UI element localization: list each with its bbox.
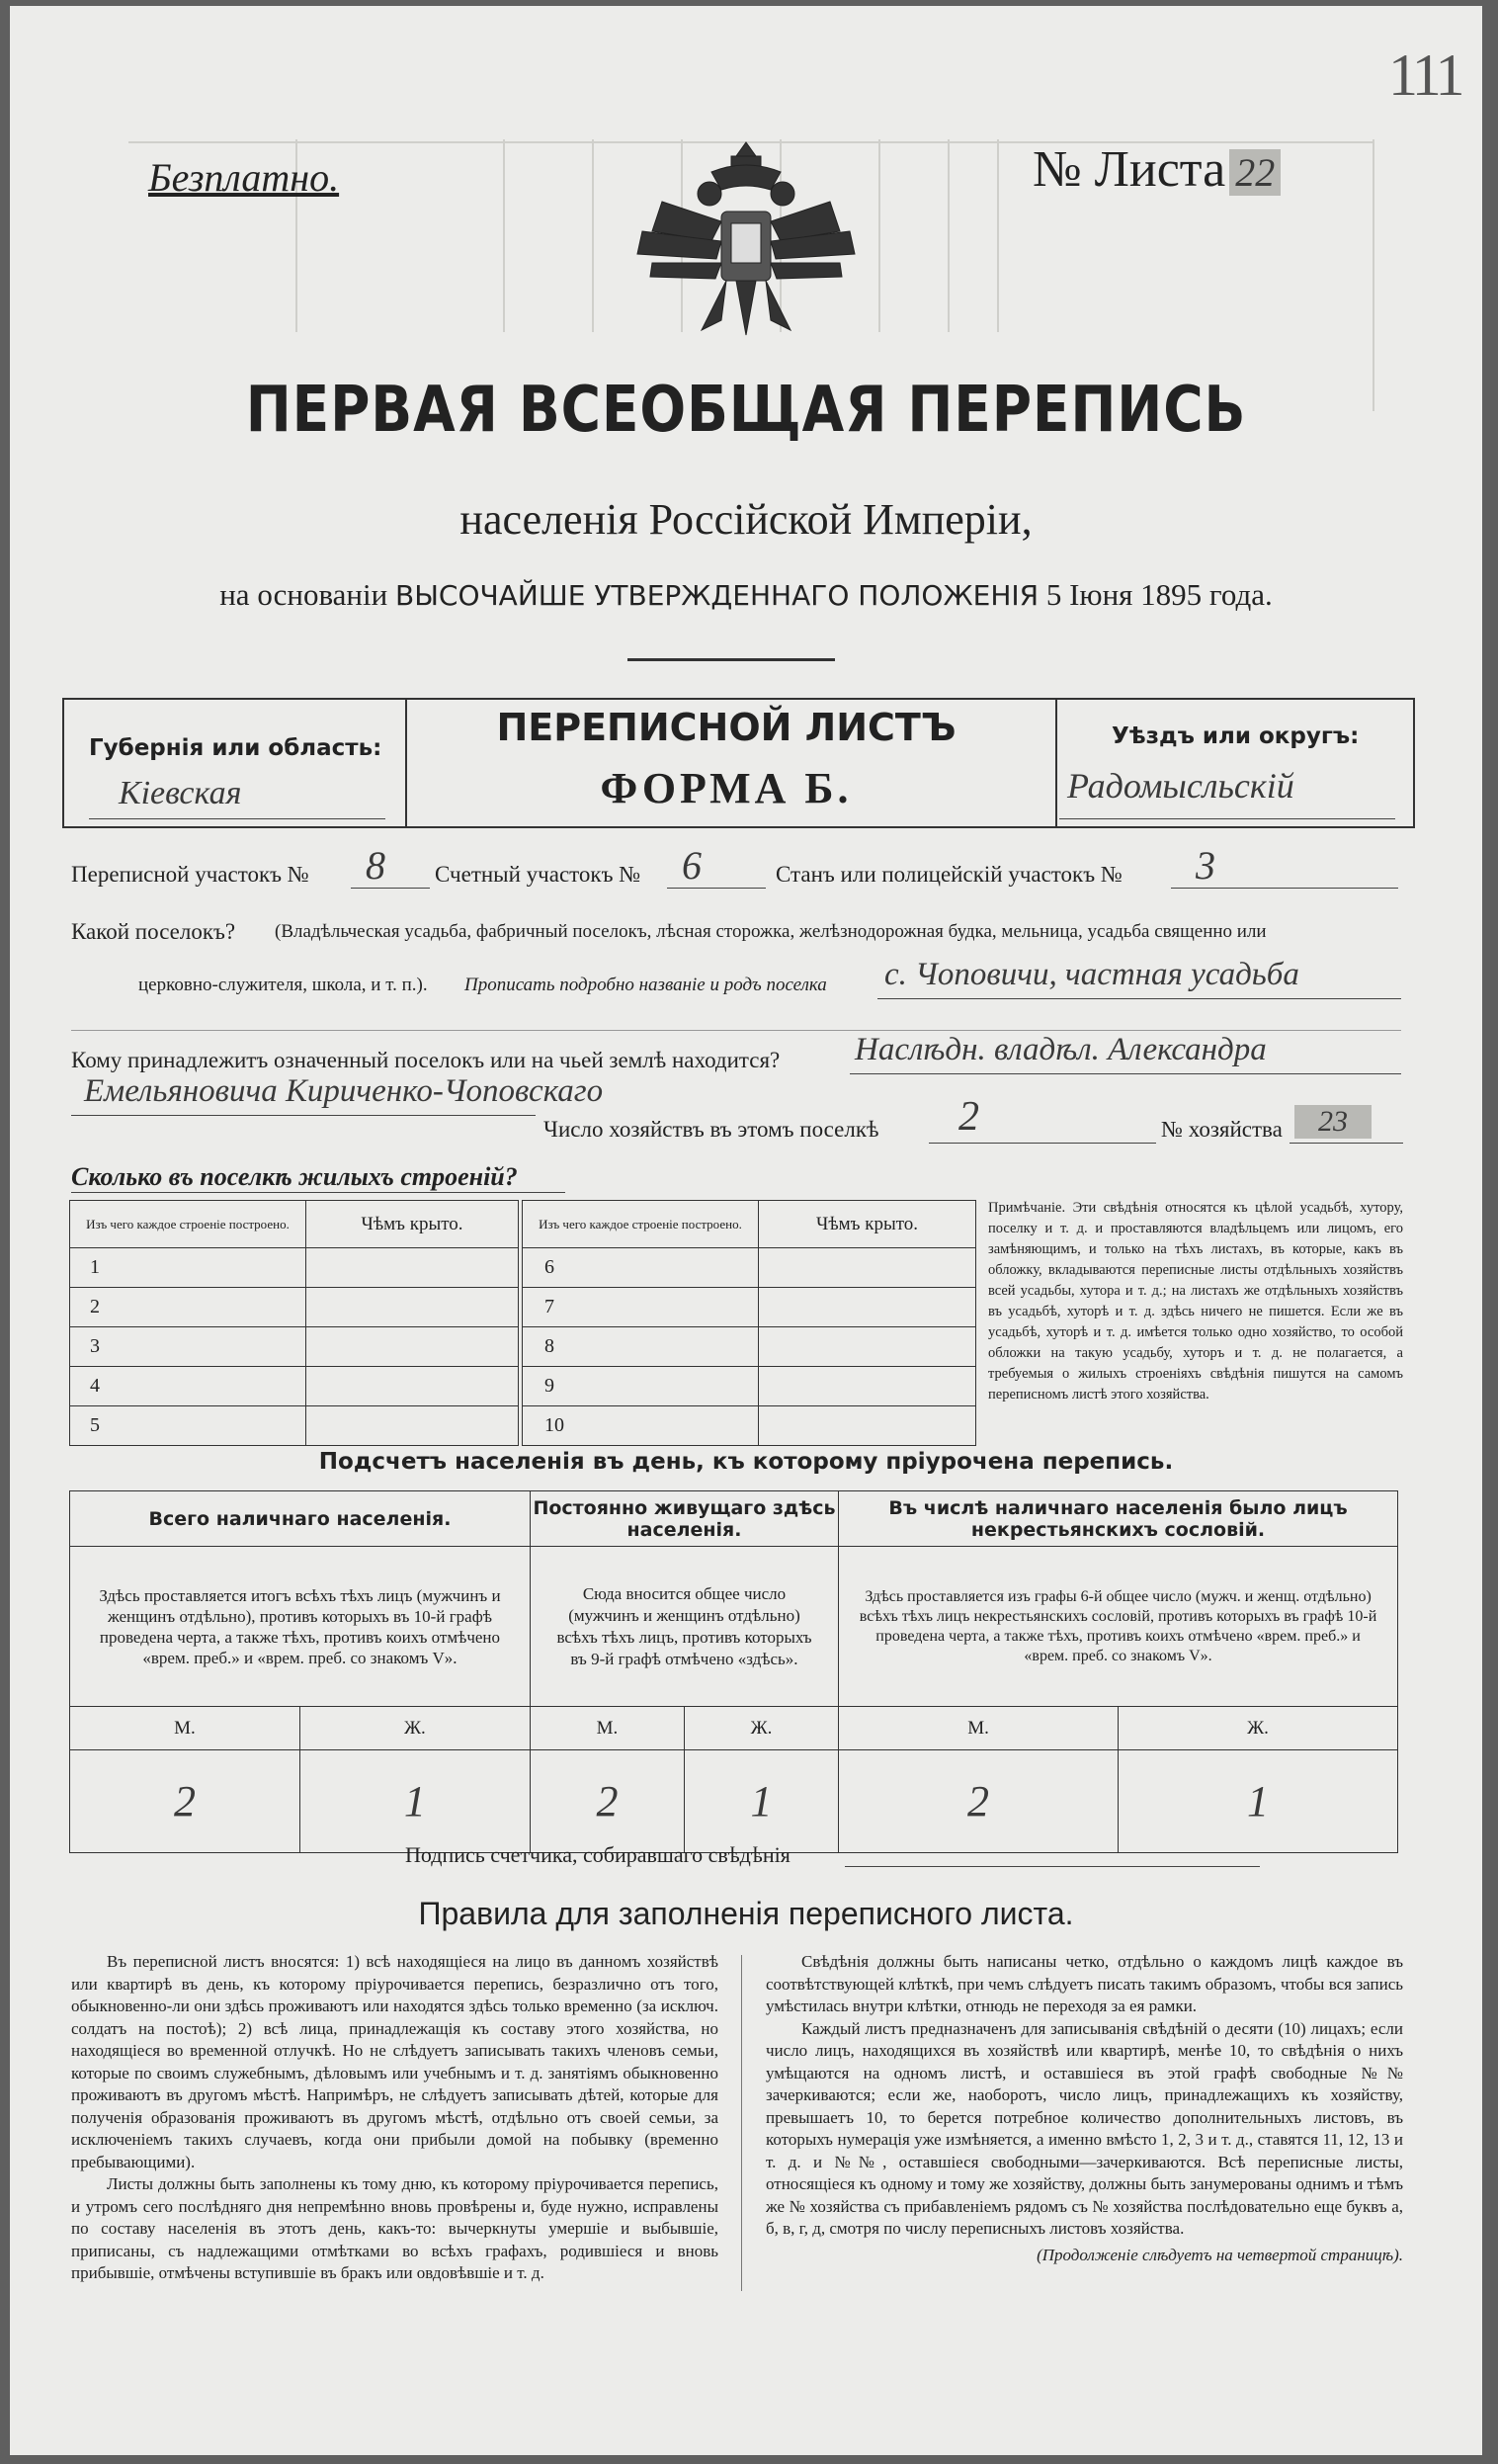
col-roof-header: Чѣмъ крыто. bbox=[306, 1201, 519, 1248]
settlement-underline-2 bbox=[71, 1030, 1401, 1031]
female-header: Ж. bbox=[1119, 1707, 1398, 1750]
non-peasant-text: Здѣсь проставляется изъ графы 6-й общее число (мужч. и женщ. отдѣльно) всѣхъ тѣхъ лицъ некрестьянскихъ сословій, противъ которыхъ въ графѣ 10-й проведена черта, а также тѣхъ, противъ коихъ отмѣчено «врем. преб.» и «врем. преб. со знакомъ V». bbox=[839, 1547, 1398, 1707]
signature-label: Подпись счетчика, собиравшаго свѣдѣнія bbox=[405, 1842, 791, 1867]
rules-paragraph-2: Листы должны быть заполнены къ тому дню, къ которому пріурочивается перепись, и утромъ сего послѣдняго дня непремѣнно вновь провѣрены и, буде нужно, исправлены по составу населенія въ этотъ день, какъ-то: вычеркнуты умершіе и выбывшіе, приписаны, съ надлежащими отмѣтками во всѣхъ графахъ, родившіеся и вновь прибывшіе, отмѣчены вступившіе въ бракъ или овдовѣвшіе и т. д. bbox=[71, 2174, 718, 2282]
owner-underline-2 bbox=[71, 1115, 536, 1116]
permanent-population-header: Постоянно живущаго здѣсь населенія. bbox=[530, 1491, 838, 1547]
buildings-underline bbox=[71, 1192, 565, 1193]
corner-archive-mark: 111 bbox=[1388, 42, 1461, 108]
households-value: 2 bbox=[958, 1094, 979, 1140]
buildings-table-right bbox=[522, 1200, 976, 1446]
stan-value: 3 bbox=[1196, 843, 1215, 888]
household-no-value: 23 bbox=[1294, 1105, 1372, 1139]
census-sheet-page bbox=[10, 6, 1482, 2455]
rules-paragraph-3: Свѣдѣнія должны быть написаны четко, отдѣльно о каждомъ лицѣ каждое въ соотвѣтствующей клѣткѣ, при чемъ слѣдуетъ писать такимъ образомъ, чтобы вся запись умѣстилась внутри клѣтки, отнюдь не переходя за ея рамки. bbox=[766, 1952, 1403, 2015]
table-cell bbox=[759, 1288, 976, 1327]
households-underline bbox=[929, 1143, 1156, 1144]
census-district-underline bbox=[351, 888, 430, 889]
table-row: 2 bbox=[70, 1288, 306, 1327]
rules-continued-note: (Продолженіе слѣдуетъ на четвертой страницѣ). bbox=[1037, 2245, 1403, 2264]
count-district-label: Счетный участокъ № bbox=[435, 862, 641, 887]
settlement-instruction: Прописать подробно названіе и родъ поселка bbox=[464, 975, 827, 995]
decree-caps: ВЫСОЧАЙШЕ УТВЕРЖДЕННАГО ПОЛОЖЕНІЯ bbox=[394, 579, 1040, 612]
signature-line bbox=[845, 1866, 1260, 1867]
rules-title: Правила для заполненія переписного листа. bbox=[418, 1896, 1074, 1931]
permanent-female-value: 1 bbox=[684, 1750, 838, 1853]
population-count-table bbox=[69, 1490, 1398, 1853]
rules-divider bbox=[741, 1955, 742, 2291]
sheet-number-label: № Листа bbox=[1033, 141, 1226, 198]
table-row: 4 bbox=[70, 1367, 306, 1406]
table-cell bbox=[759, 1248, 976, 1288]
census-district-value: 8 bbox=[366, 843, 385, 888]
non-peasant-header: Въ числѣ наличнаго населенія было лицъ некрестьянскихъ сословій. bbox=[839, 1491, 1398, 1547]
page-title: ПЕРВАЯ ВСЕОБЩАЯ ПЕРЕПИСЬ bbox=[245, 374, 1247, 447]
stan-label: Станъ или полицейскій участокъ № bbox=[776, 862, 1123, 887]
rules-column-right bbox=[766, 1951, 1403, 2266]
table-cell bbox=[306, 1406, 519, 1446]
district-label: Уѣздъ или округъ: bbox=[1112, 723, 1360, 749]
table-cell bbox=[306, 1327, 519, 1367]
table-cell bbox=[759, 1327, 976, 1367]
households-label: Число хозяйствъ въ этомъ поселкѣ bbox=[543, 1117, 879, 1142]
household-no-label: № хозяйства bbox=[1161, 1117, 1283, 1142]
settlement-hint-2: церковно-служителя, школа, и т. п.). bbox=[138, 975, 428, 995]
table-cell bbox=[306, 1248, 519, 1288]
stan-underline bbox=[1171, 888, 1398, 889]
count-section-title: Подсчетъ населенія въ день, къ которому пріурочена перепись. bbox=[318, 1449, 1174, 1475]
owner-value-2: Емельяновича Кириченко-Чоповскаго bbox=[84, 1073, 604, 1109]
table-row: 10 bbox=[523, 1406, 759, 1446]
table-row: 8 bbox=[523, 1327, 759, 1367]
total-population-text: Здѣсь проставляется итогъ всѣхъ тѣхъ лицъ (мужчинъ и женщинъ отдѣльно), противъ которыхъ въ 10-й графѣ проведена черта, а также тѣхъ, противъ коихъ отмѣчено «врем. преб.» и «врем. преб. со знакомъ V». bbox=[70, 1547, 531, 1707]
table-cell bbox=[306, 1367, 519, 1406]
permanent-male-value: 2 bbox=[530, 1750, 684, 1853]
female-header: Ж. bbox=[299, 1707, 530, 1750]
settlement-underline bbox=[877, 998, 1401, 999]
household-no-underline bbox=[1290, 1143, 1403, 1144]
permanent-population-text: Сюда вносится общее число (мужчинъ и женщинъ отдѣльно) всѣхъ тѣхъ лицъ, противъ которыхъ въ 9-й графѣ отмѣчено «здѣсь». bbox=[530, 1547, 838, 1707]
non-peasant-male-value: 2 bbox=[839, 1750, 1119, 1853]
decree-basis-line bbox=[10, 577, 1482, 613]
table-cell bbox=[759, 1367, 976, 1406]
census-district-label: Переписной участокъ № bbox=[71, 862, 309, 887]
table-row: 9 bbox=[523, 1367, 759, 1406]
table-cell bbox=[306, 1288, 519, 1327]
total-population-header: Всего наличнаго населенія. bbox=[70, 1491, 531, 1547]
rules-column-left bbox=[71, 1951, 718, 2285]
count-district-underline bbox=[667, 888, 766, 889]
settlement-value: с. Чоповичи, частная усадьба bbox=[884, 957, 1299, 992]
table-row: 3 bbox=[70, 1327, 306, 1367]
col-material-header: Изъ чего каждое строеніе построено. bbox=[70, 1201, 306, 1248]
total-male-value: 2 bbox=[70, 1750, 300, 1853]
free-label: Безплатно. bbox=[148, 155, 340, 200]
count-district-value: 6 bbox=[682, 843, 702, 888]
title-divider bbox=[627, 658, 835, 661]
male-header: М. bbox=[70, 1707, 300, 1750]
buildings-table-left bbox=[69, 1200, 519, 1446]
male-header: М. bbox=[839, 1707, 1119, 1750]
female-header: Ж. bbox=[684, 1707, 838, 1750]
sheet-number-value: 22 bbox=[1229, 149, 1281, 196]
buildings-label: Сколько въ поселкѣ жилыхъ строеній? bbox=[71, 1162, 518, 1191]
province-value: Кіевская bbox=[119, 775, 242, 811]
col-material-header: Изъ чего каждое строеніе построено. bbox=[523, 1201, 759, 1248]
buildings-note: Примѣчаніе. Эти свѣдѣнія относятся къ цѣлой усадьбѣ, хутору, поселку и т. д. и проставляются владѣльцемъ или лицомъ, его замѣняющимъ, и только на тѣхъ листахъ, въ которые, какъ въ обложку, вкладываются переписные листы отдѣльныхъ хозяйствъ всей усадьбы, хутора и т. д.; на листахъ же отдѣльныхъ хозяйствъ въ усадьбѣ, хуторѣ и т. д. здѣсь ничего не пишется. Если же въ усадьбѣ, хуторѣ и т. д. имѣется только одно хозяйство, то особой обложки на такую усадьбу, хуторъ и т. д. не полагается, а требуемыя о жилыхъ строеніяхъ свѣдѣнія пишутся на самомъ переписномъ листѣ этого хозяйства. bbox=[988, 1200, 1403, 1402]
district-underline bbox=[1059, 818, 1395, 819]
settlement-hint-1: (Владѣльческая усадьба, фабричный поселокъ, лѣсная сторожка, желѣзнодорожная будка, мельница, усадьба священно или bbox=[275, 921, 1267, 942]
total-female-value: 1 bbox=[299, 1750, 530, 1853]
form-label: ФОРМА Б. bbox=[600, 764, 853, 812]
owner-label: Кому принадлежитъ означенный поселокъ или на чьей землѣ находится? bbox=[71, 1048, 781, 1072]
imperial-eagle-emblem bbox=[632, 132, 860, 360]
rules-paragraph-4: Каждый листъ предназначенъ для записыванія свѣдѣній о десяти (10) лицахъ; если число лицъ, находящихся въ хозяйствѣ или квартирѣ, менѣе 10, то свѣдѣнія о нихъ умѣщаются на одномъ листѣ, и оставшіеся въ этой графѣ свободные №№ зачеркиваются; если же, наоборотъ, число лицъ, принадлежащихъ къ хозяйству, превышаетъ 10, то берется потребное количество дополнительныхъ листовъ, въ которыхъ нумерація уже измѣняется, а именно вмѣсто 1, 2, 3 и т. д., ставятся 11, 12, 13 и т. д. и №№, оставшіеся свободными—зачеркиваются. Всѣ переписные листы, относящіеся къ одному и тому же хозяйству, должны быть занумерованы однимъ и тѣмъ же № хозяйства съ прибавленіемъ рядомъ съ № хозяйства послѣдовательно еще буквъ а, б, в, г, д, смотря по числу переписныхъ листовъ хозяйства. bbox=[766, 2018, 1403, 2238]
district-value: Радомысльскій bbox=[1067, 766, 1294, 806]
settlement-label: Какой поселокъ? bbox=[71, 919, 236, 944]
decree-date: 5 Іюня 1895 года. bbox=[1045, 577, 1273, 612]
col-roof-header: Чѣмъ крыто. bbox=[759, 1201, 976, 1248]
table-row: 7 bbox=[523, 1288, 759, 1327]
owner-underline-1 bbox=[850, 1073, 1401, 1074]
table-cell bbox=[759, 1406, 976, 1446]
sheet-type-title: ПЕРЕПИСНОЙ ЛИСТЪ bbox=[496, 706, 957, 749]
province-underline bbox=[89, 818, 385, 819]
table-row: 5 bbox=[70, 1406, 306, 1446]
sheet-number bbox=[1033, 140, 1281, 199]
table-row: 6 bbox=[523, 1248, 759, 1288]
male-header: М. bbox=[530, 1707, 684, 1750]
rules-paragraph-1: Въ переписной листъ вносятся: 1) всѣ находящіеся на лицо въ данномъ хозяйствѣ или квартирѣ въ день, къ которому пріурочивается перепись, безразлично отъ того, обыкновенно-ли они здѣсь проживаютъ или находятся здѣсь только временно (за исключ. солдатъ на постоѣ); 2) всѣ лица, принадлежащія къ составу этого хозяйства, но находящіеся во временной отлучкѣ. Но не слѣдуетъ записывать такихъ членовъ семьи, которые по своимъ служебнымъ, дѣловымъ или учебнымъ и т. д. занятіямъ обыкновенно проживаютъ въ другомъ мѣстѣ. Напримѣръ, не слѣдуетъ записывать дѣтей, которые для полученія образованія проживаютъ въ другомъ мѣстѣ, отдѣльно отъ своей семьи, за исключеніемъ такихъ случаевъ, когда они прибыли домой на побывку (временно пребывающими). bbox=[71, 1952, 718, 2171]
page-subtitle: населенія Россійской Имперіи, bbox=[459, 495, 1033, 544]
non-peasant-female-value: 1 bbox=[1119, 1750, 1398, 1853]
decree-prefix: на основаніи bbox=[219, 577, 388, 612]
table-row: 1 bbox=[70, 1248, 306, 1288]
province-label: Губернія или область: bbox=[89, 735, 382, 761]
owner-value-1: Наслѣдн. владѣл. Александра bbox=[855, 1032, 1267, 1067]
